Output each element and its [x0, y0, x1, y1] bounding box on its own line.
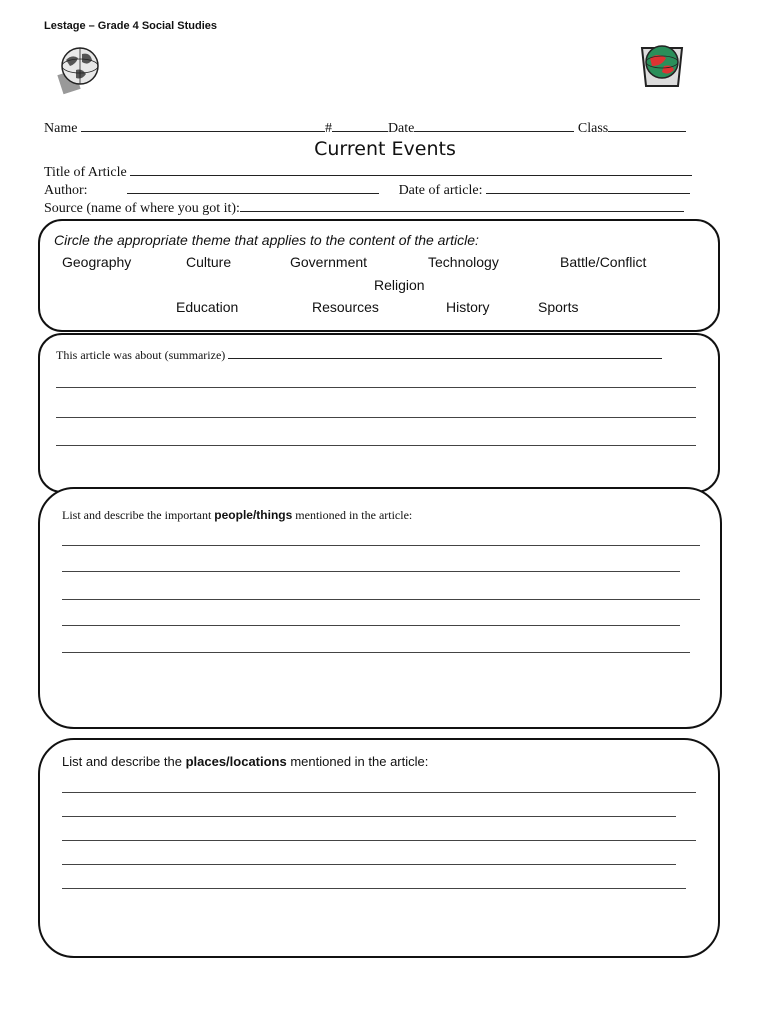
places-box [38, 738, 720, 958]
people-prompt [62, 508, 412, 523]
class-field[interactable] [608, 119, 686, 132]
author-row [44, 181, 690, 199]
people-line[interactable] [62, 571, 680, 572]
author-field[interactable] [127, 181, 379, 194]
summary-line[interactable] [56, 445, 696, 446]
theme-government[interactable]: Government [290, 254, 368, 270]
people-prompt-text: mentioned in the article: [292, 508, 413, 522]
summary-line[interactable] [56, 417, 696, 418]
places-line[interactable] [62, 792, 696, 793]
globe-icon [634, 36, 690, 92]
theme-sports[interactable]: Sports [538, 299, 579, 315]
places-line[interactable] [62, 888, 686, 889]
theme-geography[interactable]: Geography [62, 254, 132, 270]
places-line[interactable] [62, 840, 696, 841]
people-line[interactable] [62, 599, 700, 600]
class-label: Class [577, 121, 609, 136]
people-prompt-emphasis: people/things [214, 508, 293, 522]
globe-icon [52, 42, 108, 98]
summary-box [38, 333, 720, 493]
name-label: Name [44, 121, 78, 136]
people-line[interactable] [62, 545, 700, 546]
places-prompt-text: List and describe the [62, 754, 186, 769]
source-field[interactable] [240, 199, 684, 212]
date-of-article-field[interactable] [486, 181, 690, 194]
theme-prompt: Circle the appropriate theme that applies to the content of the article: [54, 232, 479, 248]
places-prompt-emphasis: places/locations [185, 754, 287, 769]
number-label: # [324, 121, 332, 136]
date-label: Date [387, 121, 415, 136]
theme-history[interactable]: History [446, 299, 490, 315]
number-field[interactable] [332, 119, 388, 132]
people-line[interactable] [62, 652, 690, 653]
summary-prompt: This article was about (summarize) [56, 348, 226, 362]
source-row [44, 199, 684, 217]
people-box [38, 487, 722, 729]
article-title-label: Title of Article [44, 165, 127, 180]
source-label: Source (name of where you got it): [44, 201, 240, 216]
theme-box [38, 219, 720, 332]
people-prompt-text: List and describe the important [62, 508, 215, 522]
summary-field[interactable] [228, 348, 662, 359]
theme-battle-conflict[interactable]: Battle/Conflict [560, 254, 647, 270]
people-line[interactable] [62, 625, 680, 626]
theme-religion[interactable]: Religion [374, 277, 425, 293]
theme-culture[interactable]: Culture [186, 254, 232, 270]
theme-technology[interactable]: Technology [428, 254, 499, 270]
course-header: Lestage – Grade 4 Social Studies [44, 20, 218, 32]
places-line[interactable] [62, 816, 676, 817]
date-of-article-label: Date of article: [398, 183, 483, 198]
places-prompt [62, 754, 428, 769]
places-prompt-text: mentioned in the article: [286, 754, 429, 769]
theme-resources[interactable]: Resources [312, 299, 379, 315]
page-title: Current Events [314, 138, 456, 160]
places-line[interactable] [62, 864, 676, 865]
article-title-row [44, 163, 692, 181]
summary-prompt-row [56, 348, 662, 363]
name-row [44, 119, 686, 137]
theme-education[interactable]: Education [176, 299, 239, 315]
summary-line[interactable] [56, 387, 696, 388]
article-title-field[interactable] [130, 163, 692, 176]
date-field[interactable] [414, 119, 574, 132]
author-label: Author: [44, 183, 88, 198]
name-field[interactable] [81, 119, 325, 132]
